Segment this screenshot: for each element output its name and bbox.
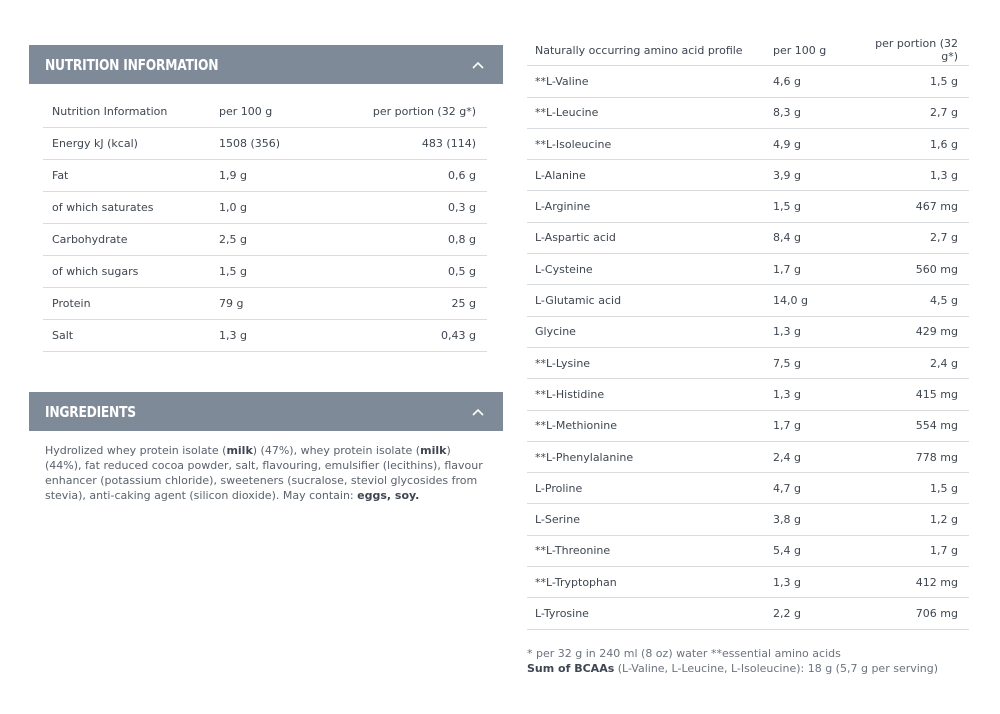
amino-cell: **L-Tryptophan [527,567,773,598]
amino-row [527,128,969,159]
amino-cell: **L-Lysine [527,347,773,378]
amino-row [527,285,969,316]
amino-cell: 1,3 g [873,160,969,191]
amino-row [527,410,969,441]
ingredients-panel-title: INGREDIENTS [45,402,136,421]
nutrition-row [43,256,487,288]
amino-row [527,535,969,566]
nutrition-cell: 1,9 g [219,160,359,192]
nutrition-cell: 0,43 g [359,320,487,352]
amino-cell: L-Tyrosine [527,598,773,629]
footnote-line2 [527,661,938,676]
amino-cell: 1,5 g [773,191,873,222]
nutrition-cell: Energy kJ (kcal) [43,128,219,160]
amino-cell: L-Alanine [527,160,773,191]
footnote [527,646,938,676]
amino-cell: 5,4 g [773,535,873,566]
nutrition-row [43,192,487,224]
amino-cell: 1,3 g [773,379,873,410]
nutrition-cell: Carbohydrate [43,224,219,256]
amino-cell: 554 mg [873,410,969,441]
nutrition-cell: 2,5 g [219,224,359,256]
amino-header-row [527,35,969,66]
amino-cell: 7,5 g [773,347,873,378]
amino-row [527,222,969,253]
amino-cell: **L-Valine [527,66,773,97]
nutrition-header-row [43,96,487,128]
ingredients-panel-header[interactable] [29,392,503,431]
amino-cell: 1,7 g [773,410,873,441]
amino-cell: 8,4 g [773,222,873,253]
amino-cell: 4,9 g [773,128,873,159]
nutrition-cell: 0,3 g [359,192,487,224]
chevron-up-icon[interactable] [469,56,487,74]
amino-row [527,567,969,598]
amino-cell: 412 mg [873,567,969,598]
allergen-text: milk [226,444,253,457]
amino-row [527,254,969,285]
amino-cell: L-Glutamic acid [527,285,773,316]
amino-cell: 1,5 g [873,66,969,97]
amino-cell: L-Arginine [527,191,773,222]
nutrition-row [43,128,487,160]
amino-cell: **L-Leucine [527,97,773,128]
amino-row [527,316,969,347]
nutrition-panel-header[interactable] [29,45,503,84]
ingredient-text: ) (47%), whey protein isolate ( [252,444,421,457]
amino-cell: 2,2 g [773,598,873,629]
allergen-text: eggs, soy. [357,489,420,502]
chevron-up-icon[interactable] [469,403,487,421]
nutrition-table [43,96,487,352]
bcaa-text: (L-Valine, L-Leucine, L-Isoleucine): 18 g (5,7 g per serving) [614,662,939,675]
allergen-text: milk [420,444,447,457]
ingredient-text: Hydrolized whey protein isolate ( [45,444,227,457]
amino-cell: 778 mg [873,441,969,472]
amino-cell: **L-Isoleucine [527,128,773,159]
nutrition-row [43,288,487,320]
amino-row [527,66,969,97]
nutrition-cell: Fat [43,160,219,192]
amino-row [527,441,969,472]
nutrition-cell: 0,6 g [359,160,487,192]
amino-cell: **L-Histidine [527,379,773,410]
amino-cell: 2,4 g [873,347,969,378]
amino-cell: 3,9 g [773,160,873,191]
amino-row [527,379,969,410]
nutrition-cell: 1508 (356) [219,128,359,160]
amino-cell: 1,3 g [773,316,873,347]
nutrition-row [43,160,487,192]
amino-cell: 560 mg [873,254,969,285]
nutrition-cell: per 100 g [219,96,359,128]
amino-cell: L-Serine [527,504,773,535]
amino-cell: 3,8 g [773,504,873,535]
amino-cell: **L-Phenylalanine [527,441,773,472]
amino-cell: 8,3 g [773,97,873,128]
amino-cell: 2,7 g [873,222,969,253]
ingredient-text: ) (44%), fat reduced cocoa powder, salt, flavouring, emulsifier (lecithins), flavour enhancer (potassium chloride), sweeteners (sucralose, steviol glycosides from stevia), anti-caking agent (silicon dioxide). May contain: [45,444,483,502]
nutrition-cell: 483 (114) [359,128,487,160]
amino-cell: 4,5 g [873,285,969,316]
nutrition-cell: Nutrition Information [43,96,219,128]
amino-row [527,160,969,191]
amino-cell: 4,6 g [773,66,873,97]
amino-cell: 2,4 g [773,441,873,472]
nutrition-cell: per portion (32 g*) [359,96,487,128]
nutrition-cell: 1,5 g [219,256,359,288]
nutrition-cell: 1,3 g [219,320,359,352]
amino-cell: L-Cysteine [527,254,773,285]
nutrition-cell: 79 g [219,288,359,320]
amino-row [527,191,969,222]
amino-cell: L-Proline [527,473,773,504]
amino-cell: Naturally occurring amino acid profile [527,35,773,66]
amino-cell: 429 mg [873,316,969,347]
amino-cell: per portion (32 g*) [873,35,969,66]
amino-cell: 2,7 g [873,97,969,128]
nutrition-panel-title: NUTRITION INFORMATION [45,55,219,74]
nutrition-cell: Salt [43,320,219,352]
nutrition-row [43,320,487,352]
amino-cell: L-Aspartic acid [527,222,773,253]
amino-row [527,347,969,378]
ingredients-text [45,443,485,503]
amino-cell: 1,7 g [773,254,873,285]
bcaa-label: Sum of BCAAs [527,662,615,675]
amino-row [527,504,969,535]
amino-cell: 1,7 g [873,535,969,566]
amino-cell: 467 mg [873,191,969,222]
amino-row [527,97,969,128]
amino-cell: **L-Methionine [527,410,773,441]
amino-cell: 4,7 g [773,473,873,504]
amino-cell: per 100 g [773,35,873,66]
nutrition-row [43,224,487,256]
nutrition-cell: 1,0 g [219,192,359,224]
amino-cell: 1,5 g [873,473,969,504]
amino-cell: 415 mg [873,379,969,410]
amino-acid-table [527,35,969,630]
nutrition-cell: 0,5 g [359,256,487,288]
amino-row [527,598,969,629]
amino-cell: 1,3 g [773,567,873,598]
amino-cell: **L-Threonine [527,535,773,566]
amino-cell: 706 mg [873,598,969,629]
nutrition-cell: 0,8 g [359,224,487,256]
nutrition-cell: of which saturates [43,192,219,224]
amino-cell: Glycine [527,316,773,347]
nutrition-cell: Protein [43,288,219,320]
amino-cell: 14,0 g [773,285,873,316]
nutrition-cell: 25 g [359,288,487,320]
amino-cell: 1,2 g [873,504,969,535]
amino-cell: 1,6 g [873,128,969,159]
nutrition-cell: of which sugars [43,256,219,288]
amino-row [527,473,969,504]
footnote-line1: * per 32 g in 240 ml (8 oz) water **essential amino acids [527,647,841,660]
